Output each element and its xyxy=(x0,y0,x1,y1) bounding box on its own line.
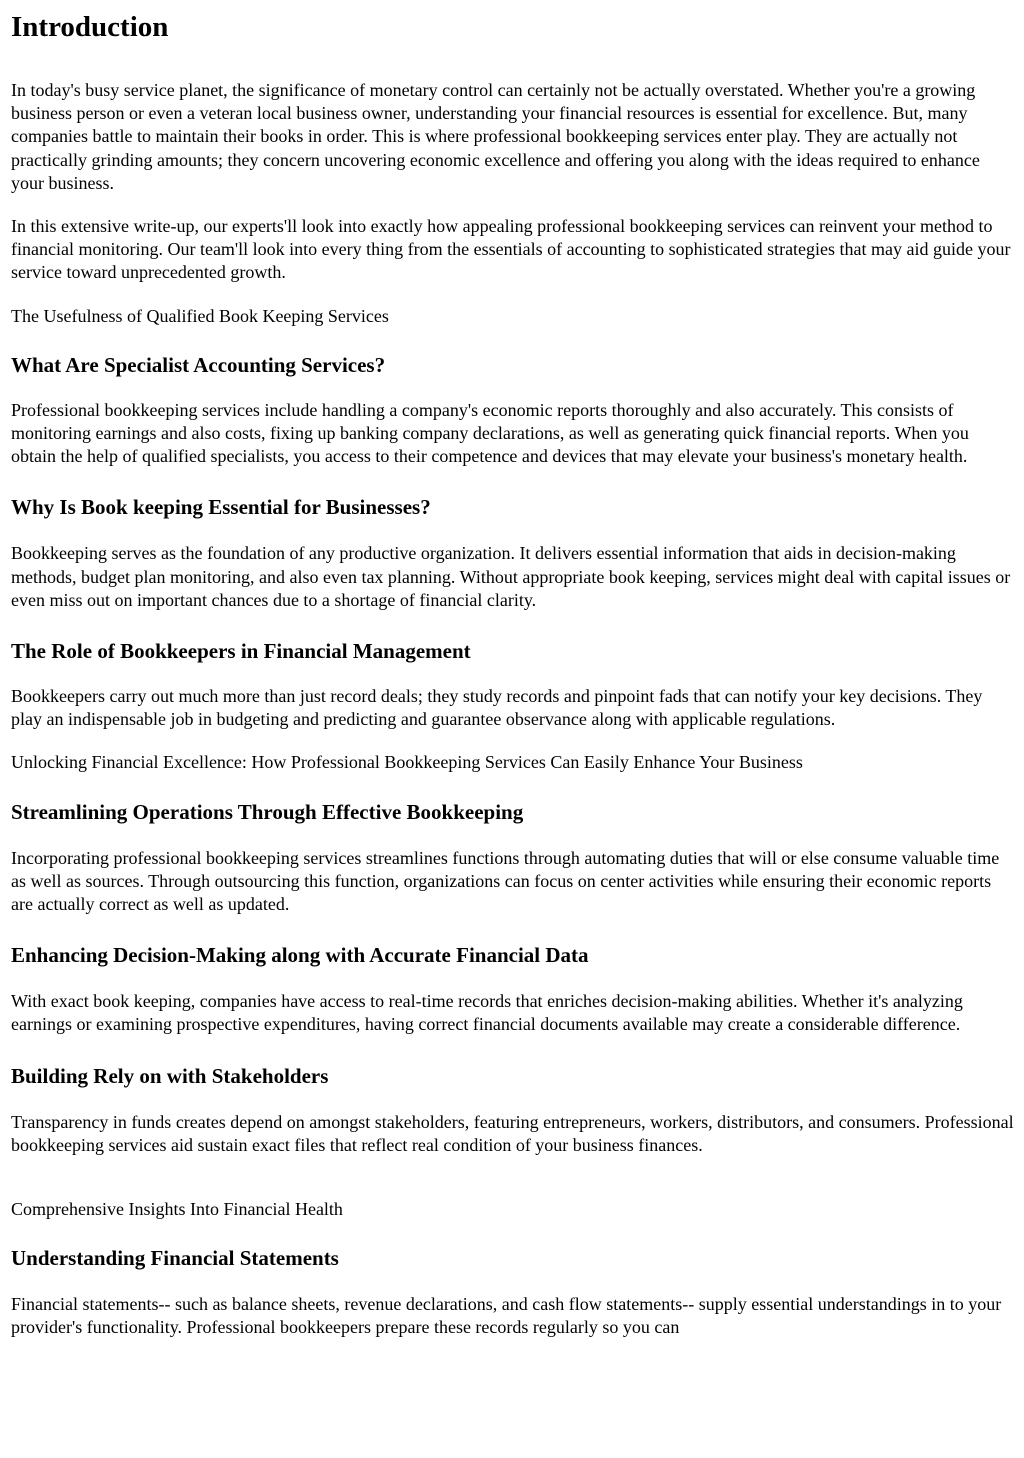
section-title-usefulness: The Usefulness of Qualified Book Keeping Services xyxy=(11,305,389,326)
paragraph-financial-statements: Financial statements-- such as balance sheets, revenue declarations, and cash flow statements-- supply essential understandings in to your provider's functionality. Professional bookkeepers prepare these records regularly so you can xyxy=(11,1294,1002,1338)
article xyxy=(0,10,1024,1340)
paragraph-role-of-bookkeepers: Bookkeepers carry out much more than just record deals; they study records and pinpoint fads that can notify your key decisions. They play an indispensable job in budgeting and predicting and guarantee observance along with applicable regulations. xyxy=(11,686,983,730)
paragraph-streamlining: Incorporating professional bookkeeping services streamlines functions through automating duties that will or else consume valuable time as well as sources. Through outsourcing this function, organizations can focus on center activities while ensuring their economic reports are actually correct as well as updated. xyxy=(11,847,1000,915)
page-title: Introduction xyxy=(11,11,169,43)
paragraph-why-bookkeeping: Bookkeeping serves as the foundation of any productive organization. It delivers essential information that aids in decision-making methods, budget plan monitoring, and also even tax planning. Without appropriate book keeping, services might deal with capital issues or even miss out on important chances due to a shortage of financial clarity. xyxy=(11,543,1011,610)
heading-streamlining: Streamlining Operations Through Effective Bookkeeping xyxy=(11,799,524,824)
paragraph-stakeholders: Transparency in funds creates depend on amongst stakeholders, featuring entrepreneurs, workers, distributors, and consumers. Professional bookkeeping services aid sustain exact files that reflect real condition of your business finances. xyxy=(11,1111,1014,1155)
section-title-insights: Comprehensive Insights Into Financial Health xyxy=(11,1199,343,1220)
heading-decision-making: Enhancing Decision-Making along with Accurate Financial Data xyxy=(11,943,589,968)
heading-role-of-bookkeepers: The Role of Bookkeepers in Financial Management xyxy=(11,639,471,664)
heading-stakeholders: Building Rely on with Stakeholders xyxy=(11,1063,329,1088)
heading-financial-statements: Understanding Financial Statements xyxy=(11,1246,339,1271)
heading-specialist-services: What Are Specialist Accounting Services? xyxy=(11,352,386,377)
intro-paragraph-2: In this extensive write-up, our experts'll look into exactly how appealing professional bookkeeping services can reinvent your method to financial monitoring. Our team'll look into every thing from the essentials of accounting to sophisticated strategies that may aid guide your service toward unprecedented growth. xyxy=(11,216,1011,283)
paragraph-specialist-services: Professional bookkeeping services include handling a company's economic reports thoroughly and also accurately. This consists of monitoring earnings and also costs, fixing up banking company declarations, as well as generating quick financial reports. When you obtain the help of qualified specialists, you access to their competence and devices that may elevate your business's monetary health. xyxy=(11,399,969,467)
intro-paragraph-1: In today's busy service planet, the significance of monetary control can certainly not be actually overstated. Whether you're a growing business person or even a veteran local business owner, understanding your financial resources is essential for excellence. But, many companies battle to maintain their books in order. This is where professional bookkeeping services enter play. They are actually not practically grinding amounts; they concern uncovering economic excellence and offering you along with the ideas required to enhance your business. xyxy=(11,80,980,193)
paragraph-decision-making: With exact book keeping, companies have access to real-time records that enriches decision-making abilities. Whether it's analyzing earnings or examining prospective expenditures, having correct financial documents available may create a considerable difference. xyxy=(11,991,963,1035)
heading-why-bookkeeping: Why Is Book keeping Essential for Businesses? xyxy=(11,495,431,520)
section-title-unlocking: Unlocking Financial Excellence: How Professional Bookkeeping Services Can Easily Enhance Your Business xyxy=(11,752,803,773)
